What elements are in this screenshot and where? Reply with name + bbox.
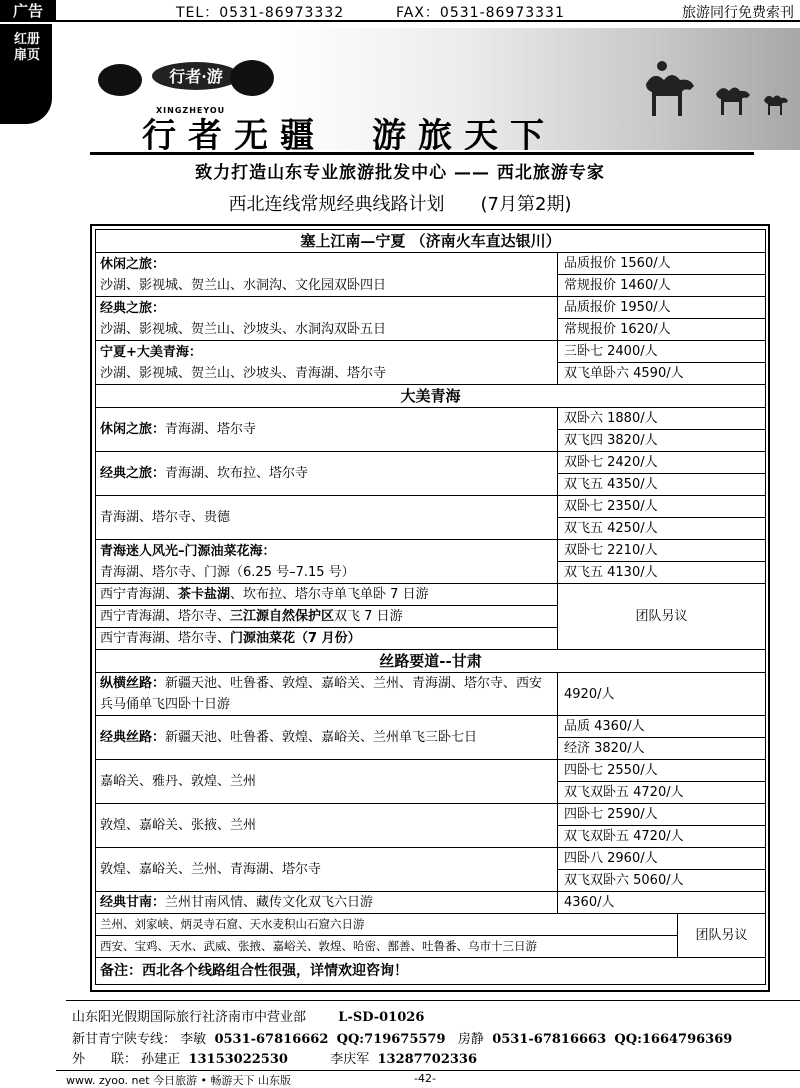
table-row bbox=[96, 804, 766, 826]
rider-figure bbox=[657, 61, 667, 71]
route-desc: 沙湖、影视城、贺兰山、沙坡头、青海湖、塔尔寺 bbox=[100, 365, 387, 381]
route-desc: 西宁青海湖、塔尔寺、 bbox=[100, 631, 231, 646]
section-title-qinghai: 大美青海 bbox=[96, 385, 766, 408]
remarks: 备注：西北各个线路组合性很强，详情欢迎咨询！ bbox=[96, 958, 766, 985]
route-highlight: 三江源自然保护区 bbox=[230, 609, 335, 624]
route-cell bbox=[96, 452, 558, 496]
route-desc: 青海湖、塔尔寺、门源（6.25 号–7.15 号） bbox=[100, 564, 355, 580]
price-cell: 双飞五 4250/人 bbox=[558, 518, 766, 540]
routes-table-frame bbox=[90, 224, 770, 992]
route-cell: 青海湖、塔尔寺、贵德 bbox=[96, 496, 558, 540]
price-cell: 双卧七 2350/人 bbox=[558, 496, 766, 518]
price-cell: 品质 4360/人 bbox=[558, 716, 766, 738]
route-cell bbox=[96, 341, 558, 385]
table-row bbox=[96, 496, 766, 518]
contact-phone: 0531-67816663 bbox=[492, 1032, 607, 1047]
table-row bbox=[96, 716, 766, 738]
route-desc: 新疆天池、吐鲁番、敦煌、嘉峪关、兰州、青海湖、塔尔寺、西安兵马俑单飞四卧十日游 bbox=[100, 676, 543, 712]
contact-name: 孙建正 bbox=[141, 1052, 181, 1067]
note-row bbox=[96, 958, 766, 985]
price-cell: 常规报价 1460/人 bbox=[558, 275, 766, 297]
price-cell: 双飞双卧五 4720/人 bbox=[558, 782, 766, 804]
price-cell: 双飞四 3820/人 bbox=[558, 430, 766, 452]
table-row bbox=[96, 584, 766, 606]
route-name: 宁夏+大美青海： bbox=[100, 344, 202, 360]
banner bbox=[56, 28, 800, 150]
logo-camel-right bbox=[230, 60, 274, 96]
price-cell: 三卧七 2400/人 bbox=[558, 341, 766, 363]
contact-phone: 13153022530 bbox=[188, 1052, 288, 1067]
price-cell: 四卧八 2960/人 bbox=[558, 848, 766, 870]
slogan: 行者无疆 游旅天下 bbox=[142, 116, 556, 150]
route-cell bbox=[96, 408, 558, 452]
camel-figure bbox=[646, 75, 694, 116]
route-desc: 新疆天池、吐鲁番、敦煌、嘉峪关、兰州单飞三卧七日 bbox=[165, 730, 478, 745]
route-name: 青海迷人风光–门源油菜花海： bbox=[100, 543, 276, 559]
route-cell: 兰州、刘家峡、炳灵寺石窟、天水麦积山石窟六日游 bbox=[96, 914, 678, 936]
route-name: 休闲之旅： bbox=[100, 256, 166, 272]
route-cell bbox=[96, 716, 558, 760]
camel-figure bbox=[764, 96, 788, 116]
table-row bbox=[96, 848, 766, 870]
route-desc: 西宁青海湖、塔尔寺、 bbox=[100, 609, 231, 624]
price-cell: 双卧七 2420/人 bbox=[558, 452, 766, 474]
camel-figure bbox=[716, 88, 750, 116]
price-cell: 常规报价 1620/人 bbox=[558, 319, 766, 341]
routes-table bbox=[95, 229, 766, 985]
route-name: 纵横丝路： bbox=[100, 676, 166, 691]
license-number: L-SD-01026 bbox=[338, 1010, 425, 1025]
price-cell: 双飞双卧五 4720/人 bbox=[558, 826, 766, 848]
route-name: 经典之旅： bbox=[100, 466, 166, 481]
table-row bbox=[96, 760, 766, 782]
price-cell: 双卧六 1880/人 bbox=[558, 408, 766, 430]
route-cell bbox=[96, 628, 558, 650]
line-label: 新甘青宁陕专线： bbox=[72, 1032, 177, 1047]
route-cell bbox=[96, 673, 558, 716]
logo-text: 行者·游 bbox=[169, 67, 223, 86]
footer-company-line bbox=[72, 1006, 424, 1025]
contact-name: 李敏 bbox=[180, 1032, 207, 1047]
route-desc: 青海湖、坎布拉、塔尔寺 bbox=[165, 466, 309, 481]
route-cell bbox=[96, 584, 558, 606]
contact-qq: QQ:719675579 bbox=[336, 1032, 446, 1047]
contact-phone: 13287702336 bbox=[377, 1052, 477, 1067]
header-fax: FAX：0531-86973331 bbox=[396, 5, 565, 21]
route-desc: 西宁青海湖、 bbox=[100, 587, 179, 602]
price-cell: 经济 3820/人 bbox=[558, 738, 766, 760]
route-desc: 青海湖、塔尔寺 bbox=[165, 422, 257, 437]
route-desc: 双飞 7 日游 bbox=[334, 609, 403, 624]
section-row bbox=[96, 385, 766, 408]
route-cell bbox=[96, 892, 558, 914]
contact-name: 房静 bbox=[457, 1032, 484, 1047]
tagline: 致力打造山东专业旅游批发中心 —— 西北旅游专家 bbox=[195, 163, 605, 183]
footer-external-line bbox=[72, 1048, 477, 1067]
route-desc: 、坎布拉、塔尔寺单飞单卧 7 日游 bbox=[230, 587, 429, 602]
section-title-gansu: 丝路要道--甘肃 bbox=[96, 650, 766, 673]
site-footer: www. zyoo. net 今日旅游 • 畅游天下 山东版 bbox=[66, 1074, 292, 1087]
route-highlight: 门源油菜花（7 月份） bbox=[230, 631, 361, 646]
table-row bbox=[96, 673, 766, 716]
route-desc: 兰州甘南风情、藏传文化双飞六日游 bbox=[165, 895, 374, 910]
section-row bbox=[96, 230, 766, 253]
route-cell: 敦煌、嘉峪关、兰州、青海湖、塔尔寺 bbox=[96, 848, 558, 892]
price-cell: 双卧七 2210/人 bbox=[558, 540, 766, 562]
contact-phone: 0531-67816662 bbox=[214, 1032, 329, 1047]
route-cell bbox=[96, 297, 558, 341]
price-cell: 4360/人 bbox=[558, 892, 766, 914]
route-cell bbox=[96, 606, 558, 628]
logo-camel-left bbox=[98, 64, 142, 96]
route-desc: 沙湖、影视城、贺兰山、沙坡头、水洞沟双卧五日 bbox=[100, 321, 387, 337]
route-highlight: 茶卡盐湖 bbox=[178, 587, 231, 602]
header-tel: TEL：0531-86973332 bbox=[176, 5, 345, 21]
table-row bbox=[96, 892, 766, 914]
route-cell bbox=[96, 540, 558, 584]
price-cell: 双飞双卧六 5060/人 bbox=[558, 870, 766, 892]
plan-title: 西北连线常规经典线路计划 (7月第2期) bbox=[228, 194, 572, 215]
price-cell: 双飞单卧六 4590/人 bbox=[558, 363, 766, 385]
section-title-ningxia: 塞上江南—宁夏 （济南火车直达银川） bbox=[96, 230, 766, 253]
price-cell: 品质报价 1950/人 bbox=[558, 297, 766, 319]
company-name: 山东阳光假期国际旅行社济南市中营业部 bbox=[72, 1010, 307, 1025]
price-cell: 双飞五 4130/人 bbox=[558, 562, 766, 584]
table-row bbox=[96, 253, 766, 275]
route-name: 经典之旅： bbox=[100, 300, 166, 316]
section-row bbox=[96, 650, 766, 673]
brand-logo bbox=[96, 42, 276, 104]
banner-divider bbox=[90, 152, 754, 155]
index-title: 旅游同行免费索刊 bbox=[682, 5, 794, 21]
route-name: 经典甘南： bbox=[100, 895, 166, 910]
table-row bbox=[96, 936, 766, 958]
contact-name: 李庆军 bbox=[330, 1052, 370, 1067]
price-cell: 四卧七 2550/人 bbox=[558, 760, 766, 782]
table-row bbox=[96, 341, 766, 363]
price-cell: 双飞五 4350/人 bbox=[558, 474, 766, 496]
ad-label: 广告 bbox=[0, 0, 56, 22]
table-row bbox=[96, 408, 766, 430]
route-cell: 西安、宝鸡、天水、武威、张掖、嘉峪关、敦煌、哈密、鄯善、吐鲁番、乌市十三日游 bbox=[96, 936, 678, 958]
group-note-cell: 团队另议 bbox=[678, 914, 766, 958]
table-row bbox=[96, 914, 766, 936]
group-note-cell: 团队另议 bbox=[558, 584, 766, 650]
price-cell: 四卧七 2590/人 bbox=[558, 804, 766, 826]
table-row bbox=[96, 452, 766, 474]
contact-qq: QQ:1664796369 bbox=[614, 1032, 733, 1047]
external-label: 外 联： bbox=[72, 1052, 138, 1067]
table-row bbox=[96, 297, 766, 319]
route-cell: 敦煌、嘉峪关、张掖、兰州 bbox=[96, 804, 558, 848]
route-name: 休闲之旅： bbox=[100, 422, 166, 437]
footer-divider bbox=[66, 1000, 800, 1001]
brand-latin: XINGZHEYOU bbox=[156, 106, 226, 115]
price-cell: 品质报价 1560/人 bbox=[558, 253, 766, 275]
route-name: 经典丝路： bbox=[100, 730, 166, 745]
route-cell: 嘉峪关、雅丹、敦煌、兰州 bbox=[96, 760, 558, 804]
route-desc: 沙湖、影视城、贺兰山、水洞沟、文化园双卧四日 bbox=[100, 277, 387, 293]
camel-caravan-image bbox=[576, 44, 800, 134]
footer-contact-line bbox=[72, 1028, 732, 1047]
table-row bbox=[96, 540, 766, 562]
page-number: -42- bbox=[414, 1072, 436, 1085]
price-cell: 4920/人 bbox=[558, 673, 766, 716]
route-cell bbox=[96, 253, 558, 297]
side-tab-label: 红册扉页 bbox=[13, 32, 40, 63]
